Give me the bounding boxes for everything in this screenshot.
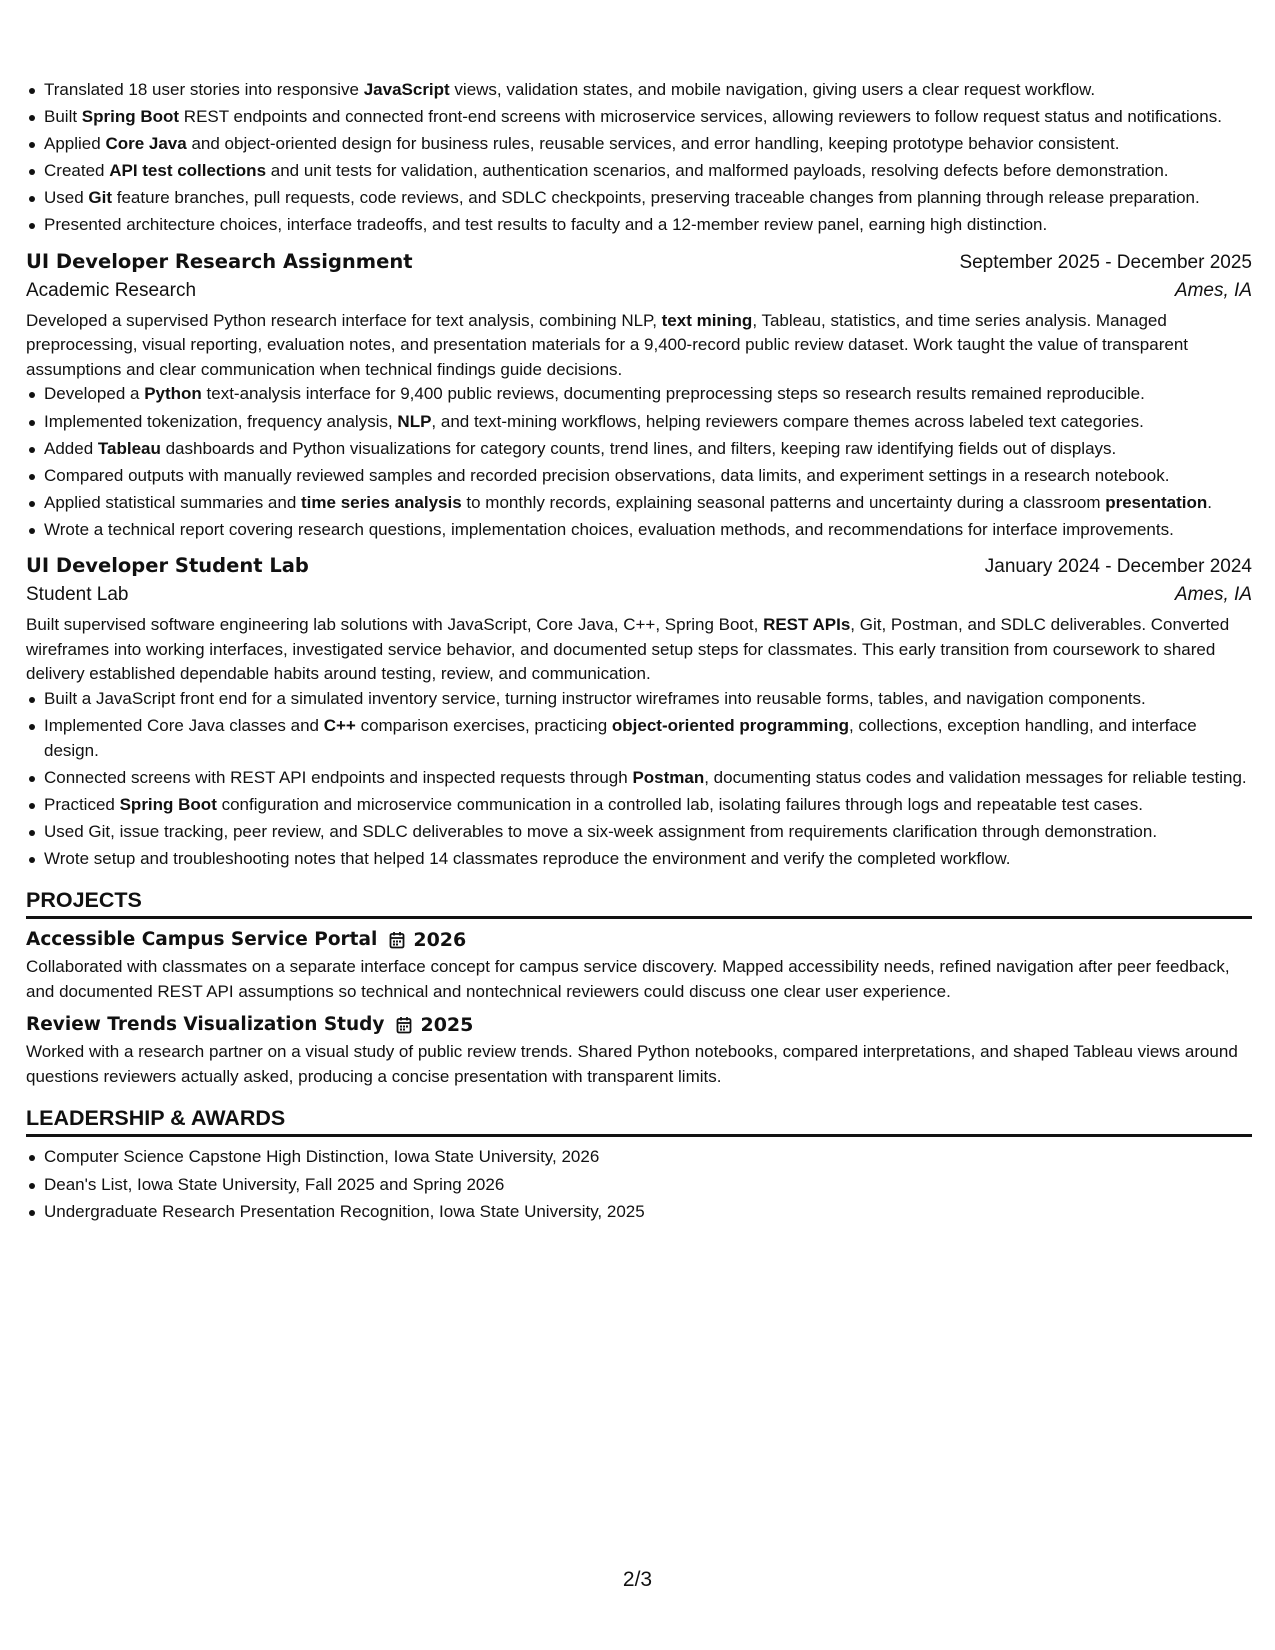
bold-keyword: REST APIs [763, 615, 851, 635]
list-item: Connected screens with REST API endpoints and inspected requests through Postman, documenting status codes and validation messages for reliable testing. [44, 766, 1252, 791]
previous-role-bullets [26, 78, 1252, 238]
list-item: Wrote a technical report covering research questions, implementation choices, evaluation methods, and recommendations for interface improvements. [44, 518, 1252, 543]
list-item: Developed a Python text-analysis interface for 9,400 public reviews, documenting preprocessing steps so research results remained reproducible. [44, 382, 1252, 407]
calendar-icon [396, 1016, 412, 1034]
list-item: Applied Core Java and object-oriented design for business rules, reusable services, and error handling, keeping prototype behavior consistent. [44, 132, 1252, 157]
bold-keyword: Core Java [105, 134, 187, 154]
list-item: Practiced Spring Boot configuration and microservice communication in a controlled lab, isolating failures through logs and repeatable test cases. [44, 793, 1252, 818]
list-item: Created API test collections and unit tests for validation, authentication scenarios, and malformed payloads, resolving defects before demonstration. [44, 159, 1252, 184]
organization: Academic Research [26, 279, 197, 301]
calendar-icon [389, 931, 405, 949]
bold-keyword: Spring Boot [81, 107, 180, 127]
list-item: Undergraduate Research Presentation Recognition, Iowa State University, 2025 [44, 1200, 1252, 1225]
page-number: 2/3 [622, 1568, 653, 1591]
role-bullets [26, 687, 1252, 871]
list-item: Built a JavaScript front end for a simulated inventory service, turning instructor wireframes into reusable forms, tables, and navigation components. [44, 687, 1252, 712]
list-item: Wrote setup and troubleshooting notes that helped 14 classmates reproduce the environment and verify the completed workflow. [44, 847, 1252, 872]
experience-entry-student-lab [26, 552, 1252, 871]
bold-keyword: API test collections [109, 161, 267, 181]
project-year: 2026 [413, 929, 467, 952]
list-item: Compared outputs with manually reviewed samples and recorded precision observations, data limits, and experiment settings in a research notebook. [44, 464, 1252, 489]
role-title: UI Developer Research Assignment [26, 249, 413, 273]
bold-keyword: object-oriented programming [611, 716, 849, 736]
list-item: Implemented Core Java classes and C++ comparison exercises, practicing object-oriented programming, collections, exception handling, and interface design. [44, 714, 1252, 763]
resume-page [26, 78, 1252, 1227]
role-title: UI Developer Student Lab [26, 554, 309, 578]
location: Ames, IA [1174, 279, 1252, 301]
project-title: Review Trends Visualization Study [26, 1014, 385, 1036]
bold-keyword: Tableau [97, 438, 161, 458]
project-description: Worked with a research partner on a visual study of public review trends. Shared Python notebooks, compared interpretations, and shaped Tableau views around questions reviewers actually asked, producing a concise presentation with transparent limits. [26, 1042, 1238, 1086]
list-item: Used Git, issue tracking, peer review, and SDLC deliverables to move a six-week assignment from requirements clarification through demonstration. [44, 820, 1252, 845]
awards-list [26, 1145, 1252, 1224]
bold-keyword: Git [88, 188, 113, 208]
list-item: Used Git feature branches, pull requests, code reviews, and SDLC checkpoints, preserving traceable changes from planning through release preparation. [44, 186, 1252, 211]
list-item: Presented architecture choices, interface tradeoffs, and test results to faculty and a 12-member review panel, earning high distinction. [44, 213, 1252, 238]
list-item: Dean's List, Iowa State University, Fall 2025 and Spring 2026 [44, 1173, 1252, 1198]
role-dates: January 2024 - December 2024 [984, 556, 1252, 578]
role-dates: September 2025 - December 2025 [959, 251, 1252, 273]
bold-keyword: Python [144, 384, 202, 404]
list-item: Translated 18 user stories into responsive JavaScript views, validation states, and mobile navigation, giving users a clear request workflow. [44, 78, 1252, 103]
project-description: Collaborated with classmates on a separate interface concept for campus service discovery. Mapped accessibility needs, refined navigation after peer feedback, and documented REST API assumptions so technical and nontechnical reviewers could discuss one clear user experience. [26, 957, 1230, 1001]
list-item: Applied statistical summaries and time series analysis to monthly records, explaining seasonal patterns and uncertainty during a classroom presentation. [44, 491, 1252, 516]
bold-keyword: NLP [397, 411, 432, 431]
project-item [26, 1012, 1252, 1089]
project-item [26, 927, 1252, 1004]
role-summary: Developed a supervised Python research interface for text analysis, combining NLP, text mining, Tableau, statistics, and time series analysis. Managed preprocessing, visual reporting, evaluation notes, and presentation materials for a 9,400-record public review dataset. Work taught the value of transparent assumptions and clear communication when technical findings guide decisions. [26, 310, 1189, 379]
organization: Student Lab [26, 584, 129, 606]
experience-entry-research [26, 248, 1252, 542]
project-year: 2025 [420, 1014, 474, 1037]
bold-keyword: presentation [1105, 492, 1208, 512]
location: Ames, IA [1174, 584, 1252, 606]
bold-keyword: Spring Boot [119, 794, 217, 814]
bold-keyword: Postman [632, 767, 705, 787]
section-heading-projects: PROJECTS [26, 885, 1252, 919]
section-heading-leadership: LEADERSHIP & AWARDS [26, 1103, 1252, 1137]
bold-keyword: text mining [661, 310, 753, 330]
list-item: Added Tableau dashboards and Python visualizations for category counts, trend lines, and filters, keeping raw identifying fields out of displays. [44, 437, 1252, 462]
list-item: Implemented tokenization, frequency analysis, NLP, and text-mining workflows, helping reviewers compare themes across labeled text categories. [44, 410, 1252, 435]
list-item: Computer Science Capstone High Distinction, Iowa State University, 2026 [44, 1145, 1252, 1170]
role-summary: Built supervised software engineering lab solutions with JavaScript, Core Java, C++, Spring Boot, REST APIs, Git, Postman, and SDLC deliverables. Converted wireframes into working interfaces, investigated service behavior, and documented setup steps for classmates. This early transition from coursework to shared delivery established dependable habits around testing, review, and communication. [26, 615, 1230, 684]
bold-keyword: time series analysis [301, 492, 462, 512]
bold-keyword: C++ [323, 716, 356, 736]
role-bullets [26, 382, 1252, 542]
list-item: Built Spring Boot REST endpoints and connected front-end screens with microservice services, allowing reviewers to follow request status and notifications. [44, 105, 1252, 130]
project-title: Accessible Campus Service Portal [26, 929, 378, 951]
bold-keyword: JavaScript [363, 80, 450, 99]
